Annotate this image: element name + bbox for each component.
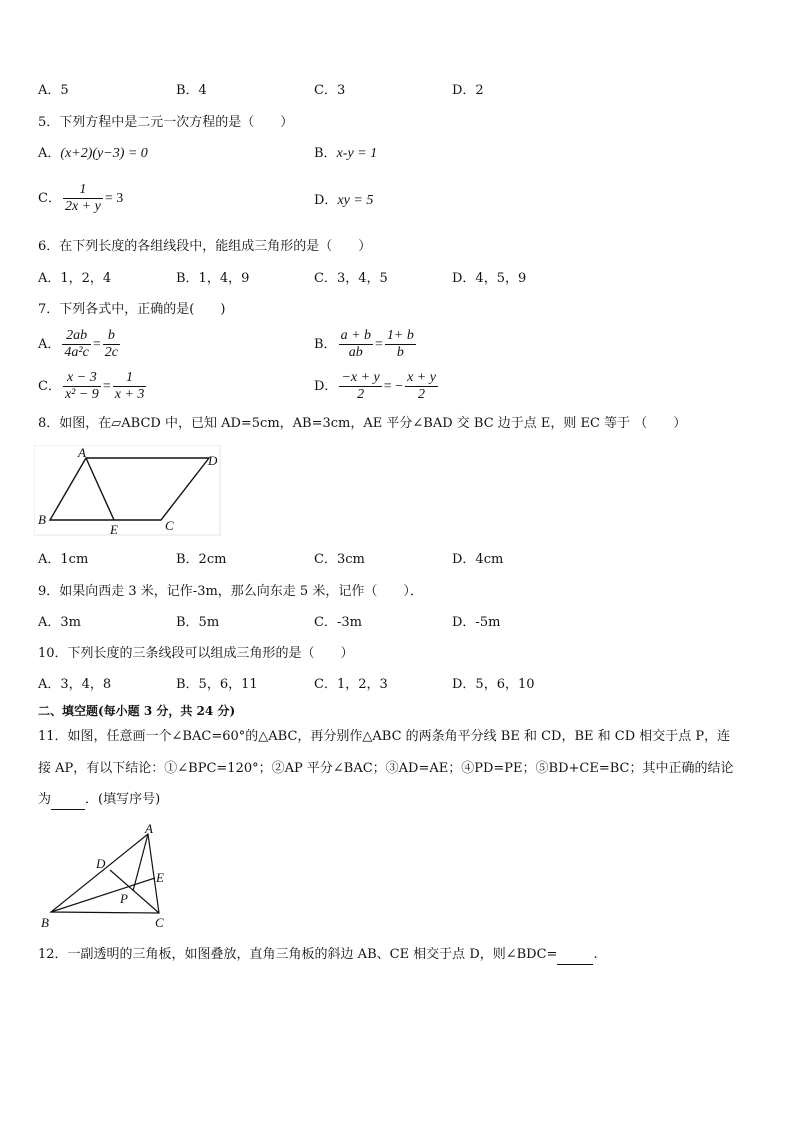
q5-option-a-math: (x+2)(y−3) = 0: [60, 146, 148, 161]
q4-option-d: D．2: [452, 83, 484, 98]
q8-option-d: D．4cm: [452, 552, 504, 567]
q11-line-3-post: ．(填写序号): [85, 792, 161, 807]
q7-stem: 7．下列各式中，正确的是( ): [38, 302, 226, 317]
q5-option-d-label: D．: [314, 193, 338, 208]
q7-d-frac2: [405, 370, 438, 403]
q7-b-den1: ab: [348, 345, 363, 360]
q8-option-b: B．2cm: [176, 552, 227, 567]
q11-line-1: 11．如图，任意画一个∠BAC=60°的△ABC，再分别作△ABC 的两条角平分线 BE 和 CD，BE 和 CD 相交于点 P，连: [38, 729, 731, 744]
q5-option-b: [314, 145, 377, 163]
q11-line-3: [38, 791, 160, 810]
q6-option-a: A．1，2，4: [38, 271, 112, 286]
q8-segment-ae: [86, 458, 114, 520]
q7-c-num1: x − 3: [63, 370, 101, 387]
q5-stem: 5．下列方程中是二元一次方程的是（ ）: [38, 115, 294, 130]
q11-triangle-abc: [51, 834, 159, 913]
q7-c-num2: 1: [113, 370, 147, 387]
q7-c-den2: x + 3: [114, 387, 145, 402]
q9-option-d: D．-5m: [452, 615, 501, 630]
q8-option-a: A．1cm: [38, 552, 89, 567]
q7-option-c: [38, 370, 148, 403]
q12-answer-blank[interactable]: [557, 946, 593, 965]
q11-triangle-figure: [38, 822, 178, 932]
q11-label-c: C: [155, 915, 164, 930]
q7-c-den1: x² − 9: [64, 387, 99, 402]
q7-a-num2: b: [103, 328, 120, 345]
q7-option-b: [314, 328, 418, 361]
q12-text-post: .: [593, 947, 598, 962]
q7-d-num2: x + y: [407, 370, 436, 385]
q11-label-d: D: [96, 856, 106, 871]
q9-option-c: C．-3m: [314, 615, 362, 630]
q11-label-a: A: [145, 822, 153, 836]
q7-d-den1: 2: [357, 387, 365, 402]
q10-stem: 10．下列长度的三条线段可以组成三角形的是（ ）: [38, 646, 354, 661]
q6-option-c: C．3，4，5: [314, 271, 388, 286]
q11-line-3-pre: 为: [38, 792, 52, 807]
q7-a-eq: =: [92, 337, 101, 352]
q8-parallelogram-figure: [34, 445, 224, 537]
q7-d-num1: −x + y: [341, 370, 380, 385]
q4-option-c: C．3: [314, 83, 346, 98]
q11-line-2: 接 AP，有以下结论：①∠BPC=120°；②AP 平分∠BAC；③AD=AE；④PD=PE；⑤BD+CE=BC；其中正确的结论: [38, 761, 734, 776]
q7-c-frac1: [63, 370, 101, 403]
q7-d-frac1: [339, 370, 381, 403]
q7-option-c-label: C．: [38, 379, 61, 394]
q12-text: [38, 946, 598, 965]
q7-option-b-label: B．: [314, 337, 337, 352]
q7-option-d: [314, 370, 440, 403]
q8-label-a: A: [78, 445, 86, 460]
q8-label-e: E: [110, 522, 118, 537]
q11-bisector-cd: [110, 870, 159, 913]
q4-option-a: A．5: [38, 83, 69, 98]
q5-option-c: [38, 182, 123, 215]
q9-option-a: A．3m: [38, 615, 81, 630]
q9-option-b: B．5m: [176, 615, 220, 630]
q7-b-num1: a + b: [340, 328, 372, 343]
q5-option-c-fraction: [63, 182, 103, 215]
q5-option-d-math: xy = 5: [337, 193, 374, 208]
q12-text-pre: 12．一副透明的三角板，如图叠放，直角三角板的斜边 AB、CE 相交于点 D，则∠BDC=: [38, 947, 558, 962]
q7-a-den2: 2c: [104, 345, 118, 360]
q7-a-num1: 2ab: [62, 328, 90, 345]
q9-stem: 9．如果向西走 3 米，记作-3m，那么向东走 5 米，记作（ ）．: [38, 584, 423, 599]
q5-c-denominator: 2x + y: [64, 199, 101, 214]
section-2-title: 二、填空题(每小题 3 分，共 24 分): [38, 704, 236, 718]
q5-option-d: [314, 192, 373, 210]
q7-c-frac2: [113, 370, 147, 403]
q5-option-a: [38, 145, 148, 163]
q7-a-frac1: [62, 328, 90, 361]
q6-stem: 6．在下列长度的各组线段中，能组成三角形的是（ ）: [38, 239, 372, 254]
q5-option-c-label: C．: [38, 191, 61, 206]
q10-option-c: C．1，2，3: [314, 677, 388, 692]
q7-d-den2: 2: [418, 387, 425, 402]
q8-option-c: C．3cm: [314, 552, 365, 567]
q11-answer-blank[interactable]: [51, 791, 85, 810]
q6-option-b: B．1，4，9: [176, 271, 250, 286]
q10-option-d: D．5，6，10: [452, 677, 535, 692]
q8-label-d: D: [208, 453, 218, 468]
q8-label-b: B: [38, 512, 46, 527]
q7-a-frac2: [103, 328, 120, 361]
q4-option-b: B．4: [176, 83, 207, 98]
q7-b-num2: 1+ b: [386, 328, 414, 343]
q5-option-b-math: x-y = 1: [336, 146, 378, 161]
q7-option-a-label: A．: [38, 337, 61, 352]
q7-a-den1: 4a²c: [64, 345, 89, 360]
q7-d-eq: = −: [383, 379, 404, 394]
q5-c-numerator: 1: [63, 182, 103, 199]
q8-stem: 8．如图，在▱ABCD 中，已知 AD=5cm，AB=3cm，AE 平分∠BAD 交 BC 边于点 E，则 EC 等于 （ ）: [38, 416, 687, 431]
q5-option-a-label: A．: [38, 146, 61, 161]
q10-option-a: A．3，4，8: [38, 677, 112, 692]
q7-b-den2: b: [396, 345, 404, 360]
q6-option-d: D．4，5，9: [452, 271, 527, 286]
q11-label-b: B: [41, 915, 49, 930]
q7-b-frac1: [339, 328, 373, 361]
q11-label-p: P: [120, 891, 128, 906]
q5-c-rhs: = 3: [104, 191, 124, 206]
q8-label-c: C: [165, 518, 174, 533]
q5-option-b-label: B．: [314, 146, 337, 161]
q8-parallelogram-abcd: [50, 458, 209, 520]
q7-c-eq: =: [102, 379, 111, 394]
q7-b-frac2: [385, 328, 416, 361]
q11-bisector-be: [51, 878, 155, 912]
q7-b-eq: =: [375, 337, 383, 352]
q10-option-b: B．5，6，11: [176, 677, 258, 692]
q7-option-d-label: D．: [314, 379, 338, 394]
q7-option-a: [38, 328, 122, 361]
q11-label-e: E: [156, 870, 164, 885]
